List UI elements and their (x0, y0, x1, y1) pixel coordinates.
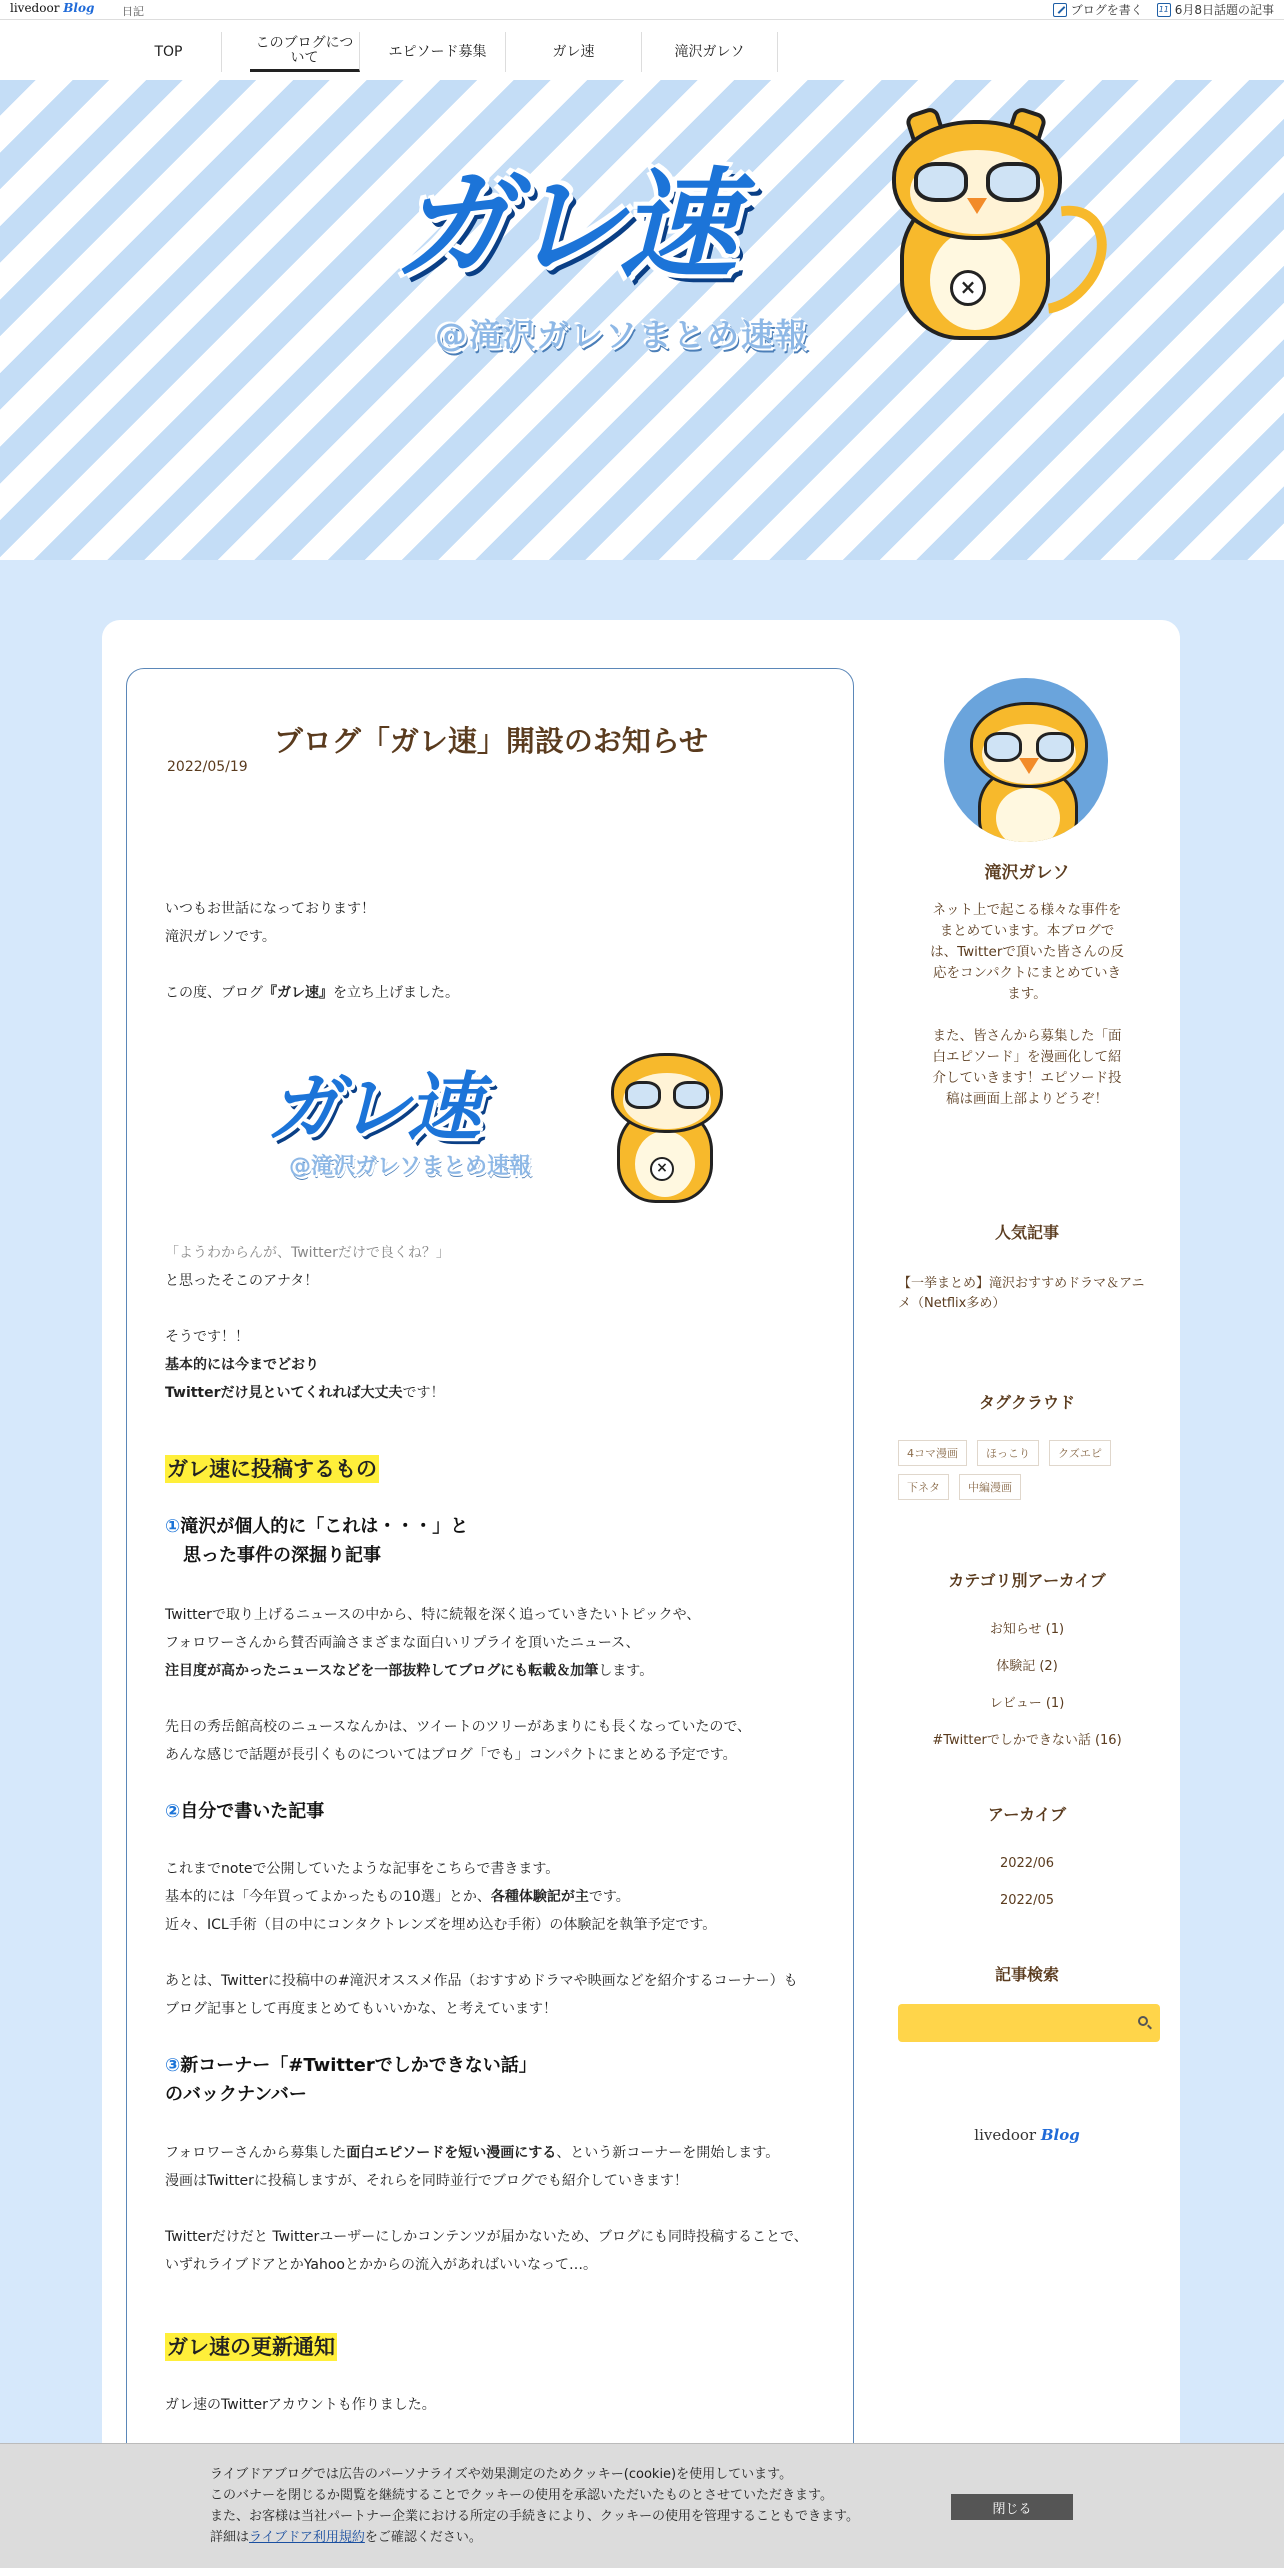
global-nav (0, 20, 1284, 80)
site-logo[interactable] (395, 130, 815, 354)
category-link[interactable]: レビュー (1) (989, 1696, 1065, 1711)
subheading-3: ③新コーナー「#Twitterでしかできない話」 (165, 2055, 537, 2076)
x-button-mark: × (950, 270, 986, 306)
article-text: ガレ速のTwitterアカウントも作りました。 (165, 2397, 436, 2413)
article-text: 滝沢ガレソです。 (165, 929, 276, 945)
article-text: 先日の秀岳館高校のニュースなんかは、ツイートのツリーがあまりにも長くなっていたので、 (165, 1719, 752, 1735)
article-date: 2022/05/19 (167, 759, 248, 775)
profile-description: ネット上で起こる様々な事件をまとめています。本ブログでは、Twitterで頂いた皆さんの反応をコンパクトにまとめていきます。 また、皆さんから募集した「面白エピソード」を漫画化して紹介していきます！エピソード投稿は画面上部よりどうぞ！ (930, 902, 1124, 1107)
terms-link[interactable]: ライブドア利用規約 (249, 2530, 365, 2545)
livedoor-blog-footer-logo[interactable] (890, 2126, 1164, 2144)
archive-link[interactable]: 2022/05 (999, 1893, 1054, 1908)
popular-heading: 人気記事 (994, 1223, 1059, 1242)
tiger-mascot-image (870, 110, 1090, 350)
section-heading-post: ガレ速に投稿するもの (167, 1457, 377, 1481)
archive-heading: アーカイブ (987, 1805, 1067, 1824)
tag-item[interactable]: クズエピ (1049, 1440, 1111, 1466)
article (126, 668, 854, 2568)
livedoor-logo[interactable] (10, 1, 94, 15)
search-heading: 記事検索 (994, 1965, 1059, 1984)
nav-garesou[interactable]: 滝沢ガレソ (642, 32, 778, 72)
search-box (898, 2004, 1160, 2042)
site-logo-sub: @滝沢ガレソまとめ速報 (435, 316, 810, 354)
pen-icon (1053, 3, 1067, 17)
cookie-banner (0, 2443, 1284, 2568)
write-blog-label: ブログを書く (1070, 3, 1143, 17)
category-link[interactable]: お知らせ (1) (989, 1622, 1065, 1637)
footer-logo-blog: Blog (1040, 2126, 1080, 2144)
search-input[interactable] (906, 2010, 1126, 2036)
subheading-2: ②自分で書いた記事 (165, 1801, 325, 1822)
cookie-close-button[interactable]: 閉じる (951, 2494, 1073, 2520)
article-text: ブログ記事として再度まとめてもいいかな、と考えています！ (165, 2001, 557, 2017)
article-text: フォロワーさんから募集した面白エピソードを短い漫画にする、という新コーナーを開始します。 (165, 2145, 780, 2161)
nav-galesoku[interactable]: ガレ速 (506, 32, 642, 72)
livedoor-logo-text: livedoor (10, 1, 60, 15)
site-logo-main: ガレ速 (395, 156, 732, 294)
article-text: と思ったそこのアナタ！ (165, 1273, 319, 1289)
nav-about[interactable]: このブログについて (250, 32, 360, 72)
tag-item[interactable]: 中編漫画 (959, 1474, 1021, 1500)
article-text: Twitterで取り上げるニュースの中から、特に続報を深く追っていきたいトピックや、 (165, 1607, 701, 1623)
article-text: 近々、ICL手術（目の中にコンタクトレンズを埋め込む手術）の体験記を執筆予定です。 (165, 1917, 717, 1933)
category-link[interactable]: 体験記 (2) (996, 1659, 1058, 1674)
article-text: この度、ブログ『ガレ速』を立ち上げました。 (165, 985, 459, 1001)
article-text: あんな感じで話題が長引くものについてはブログ「でも」コンパクトにまとめる予定です。 (165, 1747, 737, 1763)
article-text: 注目度が高かったニュースなどを一部抜粋してブログにも転載＆加筆します。 (165, 1663, 654, 1679)
profile-avatar[interactable] (944, 678, 1108, 842)
tag-item[interactable]: 4コマ漫画 (898, 1440, 967, 1466)
x-button-mark: × (650, 1157, 674, 1181)
tag-item[interactable]: ほっこり (977, 1440, 1039, 1466)
article-text: Twitterだけだと Twitterユーザーにしかコンテンツが届かないため、ブログにも同時投稿することで、 (165, 2229, 808, 2245)
article-text: 「ようわからんが、Twitterだけで良くね？」 (165, 1245, 450, 1261)
tiger-avatar-image (964, 696, 1094, 842)
article-logo-main: ガレ速 (267, 1065, 477, 1151)
article-text: そうです！！ (165, 1329, 249, 1345)
topic-label: 6月8日話題の記事 (1174, 3, 1274, 17)
article-text: 基本的には今までどおり (165, 1357, 319, 1373)
tag-cloud (898, 1440, 1164, 1500)
article-text: これまでnoteで公開していたような記事をこちらで書きます。 (165, 1861, 560, 1877)
profile-name: 滝沢ガレソ (984, 863, 1070, 883)
article-text: Twitterだけ見といてくれれば大丈夫です！ (165, 1385, 445, 1401)
calendar-icon (1157, 3, 1171, 17)
section-heading-update: ガレ速の更新通知 (167, 2335, 335, 2359)
archive-link[interactable]: 2022/06 (999, 1856, 1054, 1871)
article-text: 基本的には「今年買ってよかったもの10選」とか、各種体験記が主です。 (165, 1889, 630, 1905)
subheading-1-line2: 思った事件の深掘り記事 (183, 1545, 381, 1566)
topic-link[interactable] (1157, 1, 1274, 18)
livedoor-logo-blog: Blog (63, 1, 95, 15)
popular-article-link[interactable]: 【一挙まとめ】滝沢おすすめドラマ＆アニメ（Netflix多め） (898, 1276, 1145, 1311)
subheading-1: ①滝沢が個人的に「これは・・・」と (165, 1516, 469, 1537)
article-text: フォロワーさんから賛否両論さまざまな面白いリプライを頂いたニュース、 (165, 1635, 640, 1651)
article-text: あとは、Twitterに投稿中の#滝沢オススメ作品（おすすめドラマや映画などを紹介するコーナー）も (165, 1973, 798, 1989)
article-text: いずれライブドアとかYahooとかからの流入があればいいなって…。 (165, 2257, 597, 2273)
nav-top[interactable]: TOP (116, 32, 222, 72)
tagcloud-heading: タグクラウド (978, 1393, 1075, 1412)
header-banner[interactable] (0, 80, 1284, 560)
cookie-text: ライブドアブログでは広告のパーソナライズや効果測定のためクッキー(cookie)を使用しています。 このバナーを閉じるか閲覧を継続することでクッキーの使用を承認いただいたものとさせていただきます。 また、お客様は当社パートナー企業における所定の手続きにより、クッキーの使用を管理することもできます。 詳細はライブドア利用規約をご確認ください。 (210, 2467, 859, 2545)
article-title[interactable]: ブログ「ガレ速」開設のお知らせ (273, 724, 709, 758)
tiger-mascot-small-image (597, 1047, 737, 1207)
nav-episode[interactable]: エピソード募集 (370, 32, 506, 72)
footer-logo-text: livedoor (974, 2126, 1037, 2144)
diary-link[interactable]: 日記 (122, 5, 144, 18)
article-text: いつもお世話になっております！ (165, 901, 375, 917)
article-text: 漫画はTwitterに投稿しますが、それらを同時並行でブログでも紹介していきます！ (165, 2173, 688, 2189)
subheading-3-line2: のバックナンバー (165, 2084, 307, 2105)
category-heading: カテゴリ別アーカイブ (948, 1571, 1106, 1590)
search-icon[interactable] (1138, 2016, 1148, 2026)
category-link[interactable]: #Twitterでしかできない話 (16) (932, 1733, 1122, 1748)
article-logo-sub: @滝沢ガレソまとめ速報 (289, 1154, 532, 1179)
livedoor-topbar (0, 0, 1284, 20)
write-blog-link[interactable] (1053, 1, 1143, 18)
tag-item[interactable]: 下ネタ (898, 1474, 949, 1500)
